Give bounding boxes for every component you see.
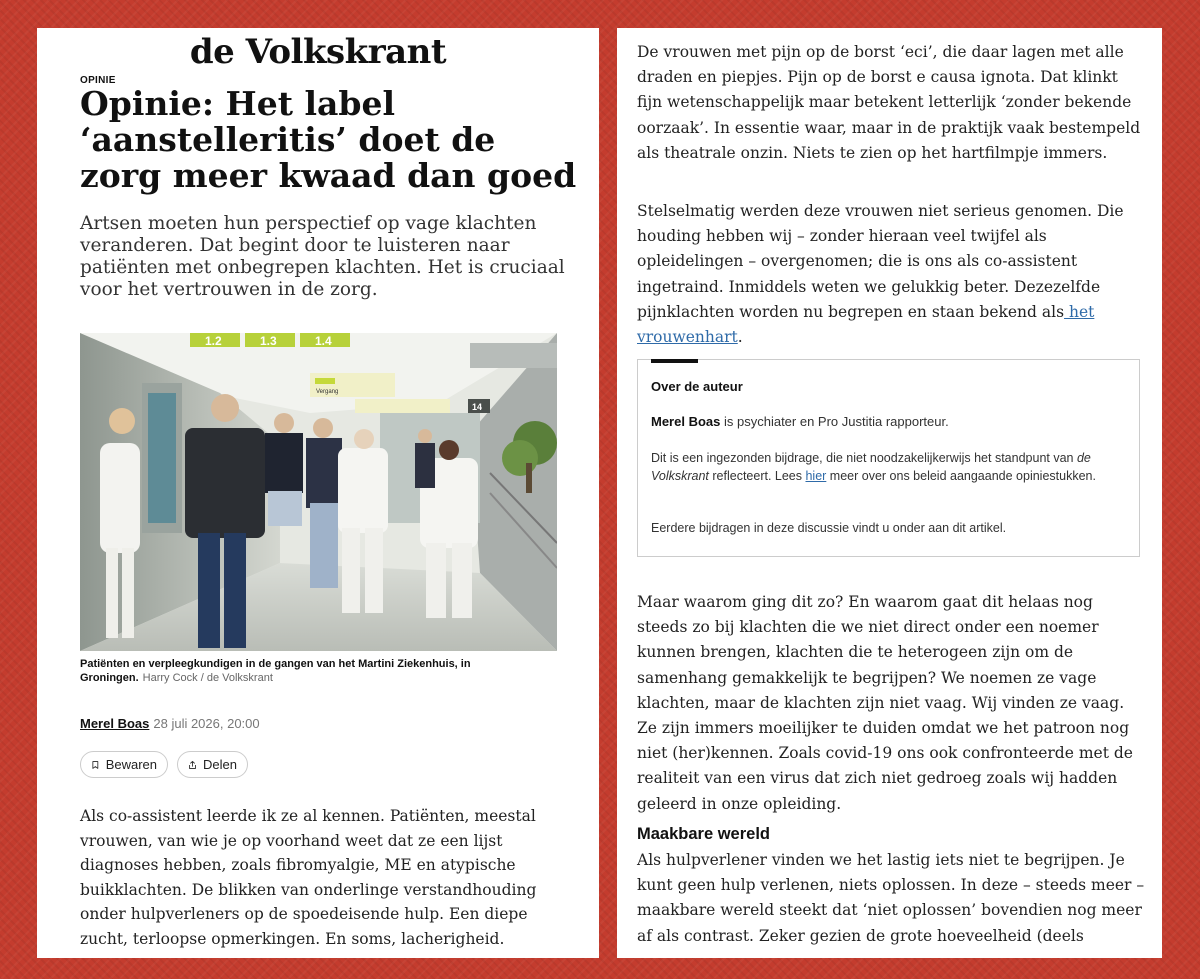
byline xyxy=(80,716,260,731)
paragraph-2-end: . xyxy=(737,328,743,347)
article-headline: Opinie: Het label ‘aanstelleritis’ doet de zorg meer kwaad dan goed xyxy=(80,84,577,195)
masthead-logo[interactable]: de Volkskrant xyxy=(189,32,447,72)
author-box-title: Over de auteur xyxy=(651,379,743,394)
save-button-label: Bewaren xyxy=(105,757,157,772)
vrouwenhart-link[interactable]: het vrouwenhart xyxy=(637,302,1095,347)
disclaimer-part-3: meer over ons beleid aangaande opiniestukken. xyxy=(826,469,1096,483)
hospital-corridor-image xyxy=(80,333,557,651)
corridor-sign-small: Vergang xyxy=(316,389,339,395)
paragraph-2-text: Stelselmatig werden deze vrouwen niet serieus genomen. Die houding hebben wij – zonder hieraan veel twijfel als opleidelingen – overgenomen; die is ons als co-assistent ingetraind. Inmiddels weten we gelukkig beter. Dezezelfde pijnklachten worden nu begrepen en staan bekend als xyxy=(637,202,1124,321)
author-box-accent-bar xyxy=(651,359,698,363)
article-paragraph-3: Maar waarom ging dit zo? En waarom gaat dit helaas nog steeds zo bij klachten die we niet direct onder een noemer kunnen brengen, klachten die te heterogeen zijn om de samenhang gemakkelijk te begrijpen? We noemen ze vage klachten, maar de klachten zijn niet vaag. Wij vinden ze vaag. Ze zijn immers moeilijker te duiden omdat we het patroon nog niet (her)kennen. Zoals covid-19 ons ook confronteerde met de realiteit van een virus dat zich niet gedroeg zoals wij hadden geleerd in onze opleiding. xyxy=(637,593,1133,813)
article-paragraph-1: De vrouwen met pijn op de borst ‘eci’, die daar lagen met alle draden en piepjes. Pijn op de borst e causa ignota. Dat klinkt fijn wetenschappelijk maar betekent letterlijk ‘zonder bekende oorzaak’. In essentie waar, maar in de praktijk vaak bestempeld als theatrale onzin. Niets te zien op het hartfilmpje immers. xyxy=(637,43,1141,162)
earlier-contributions-note: Eerdere bijdragen in deze discussie vindt u onder aan dit artikel. xyxy=(651,521,1007,535)
section-label[interactable]: OPINIE xyxy=(80,75,116,86)
article-body-paragraph: Als co-assistent leerde ik ze al kennen. Patiënten, meestal vrouwen, van wie je op voorhand weet dat ze een lijst diagnoses hebben, zoals fibromyalgie, ME en atypische buikklachten. De blikken van onderlinge verstandhouding onder hulpverleners op de spoedeisende hulp. Een diepe zucht, terloopse opmerkingen. En soms, lacherigheid. xyxy=(80,807,537,948)
publish-date: 28 juli 2026, 20:00 xyxy=(153,716,260,731)
author-link[interactable]: Merel Boas xyxy=(80,716,150,731)
article-photo xyxy=(80,333,557,651)
share-button-label: Delen xyxy=(203,757,237,772)
article-paragraph-4: Als hulpverlener vinden we het lastig iets niet te begrijpen. Je kunt geen hulp verlenen, niets oplossen. In deze – steeds meer – maakbare wereld steekt dat ‘niet oplossen’ bovendien nog meer af als contrast. Zeker gezien de grote hoeveelheid (deels xyxy=(637,851,1145,945)
author-disclaimer xyxy=(651,449,1131,485)
corridor-sign-2: 1.3 xyxy=(260,334,277,348)
save-button[interactable] xyxy=(80,751,168,778)
policy-link[interactable]: hier xyxy=(805,469,827,483)
right-article-panel xyxy=(617,28,1162,958)
section-subheading: Maakbare wereld xyxy=(637,825,770,843)
left-article-panel xyxy=(37,28,599,958)
article-lead: Artsen moeten hun perspectief op vage klachten veranderen. Dat begint door te luisteren naar patiënten met onbegrepen klachten. Het is cruciaal voor het vertrouwen in de zorg. xyxy=(80,213,565,300)
bookmark-icon xyxy=(91,758,100,772)
article-paragraph-2 xyxy=(637,199,1147,350)
caption-text: Patiënten en verpleegkundigen in de gangen van het Martini Ziekenhuis, in Groningen. xyxy=(80,658,471,684)
author-bio xyxy=(651,414,949,429)
disclaimer-paper-name: de Volkskrant xyxy=(651,451,1091,483)
share-icon xyxy=(188,758,197,772)
about-author-box xyxy=(637,359,1140,557)
disclaimer-part-2: reflecteert. Lees xyxy=(708,469,806,483)
caption-credit: Harry Cock / de Volkskrant xyxy=(142,672,273,684)
share-button[interactable] xyxy=(177,751,248,778)
photo-caption xyxy=(80,657,550,685)
author-bio-text: is psychiater en Pro Justitia rapporteur. xyxy=(720,414,949,429)
corridor-sign-code: 14 xyxy=(472,402,483,412)
disclaimer-part-1: Dit is een ingezonden bijdrage, die niet noodzakelijkerwijs het standpunt van xyxy=(651,451,1077,465)
corridor-sign-1: 1.2 xyxy=(205,334,222,348)
author-bio-name: Merel Boas xyxy=(651,414,721,429)
corridor-sign-3: 1.4 xyxy=(315,334,332,348)
